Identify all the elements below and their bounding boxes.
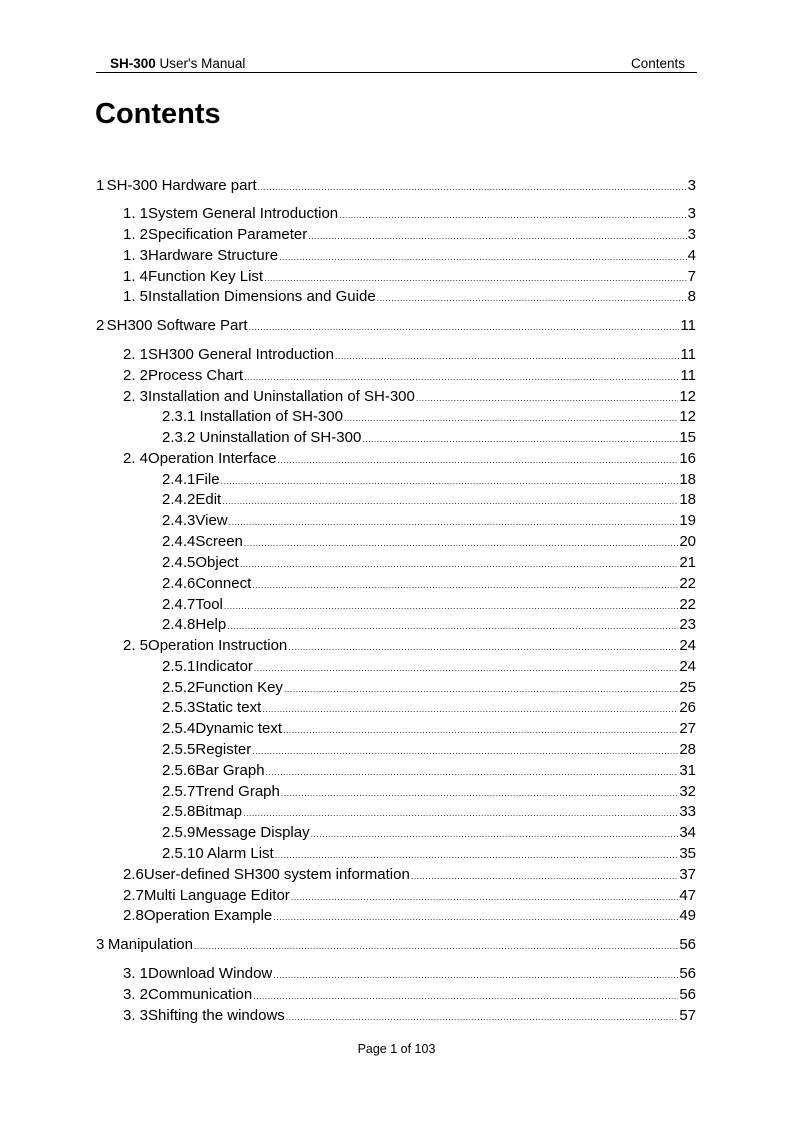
toc-entry-number: 2.7 xyxy=(123,887,144,904)
toc-entry-number: 2. 1 xyxy=(123,346,149,363)
toc-entry-title: Installation Dimensions and Guide xyxy=(148,288,376,305)
toc-leader-dots xyxy=(253,986,678,1006)
toc-leader-dots xyxy=(416,388,678,408)
toc-entry[interactable] xyxy=(123,267,696,287)
toc-entry[interactable] xyxy=(162,428,696,448)
toc-entry-page: 12 xyxy=(679,388,696,405)
toc-entry[interactable] xyxy=(162,615,696,635)
toc-entry[interactable] xyxy=(162,761,696,781)
toc-leader-dots xyxy=(335,346,679,366)
toc-entry-title: Trend Graph xyxy=(195,783,280,800)
toc-entry-title: Bar Graph xyxy=(195,762,265,779)
toc-entry[interactable] xyxy=(162,532,696,552)
toc-entry-page: 49 xyxy=(679,907,696,924)
toc-entry-title: Static text xyxy=(195,699,262,716)
toc-leader-dots xyxy=(339,205,687,225)
header-section: Contents xyxy=(630,56,685,71)
toc-entry[interactable] xyxy=(162,782,696,802)
toc-entry[interactable] xyxy=(123,636,696,656)
toc-entry[interactable] xyxy=(162,719,696,739)
toc-leader-dots xyxy=(252,575,678,595)
toc-entry-title: Operation Example xyxy=(143,907,273,924)
toc-entry[interactable] xyxy=(123,387,696,407)
toc-entry-title: System General Introduction xyxy=(148,205,339,222)
toc-entry[interactable] xyxy=(162,490,696,510)
toc-leader-dots xyxy=(275,845,679,865)
toc-entry-title: Function Key xyxy=(195,679,283,696)
toc-entry[interactable] xyxy=(123,865,696,885)
toc-entry-title: User-defined SH300 system information xyxy=(143,866,410,883)
page-header xyxy=(96,54,697,73)
toc-entry-page: 56 xyxy=(679,986,696,1003)
toc-entry-number: 3. 3 xyxy=(123,1007,149,1024)
toc-entry-number: 2.5.4 xyxy=(162,720,196,737)
toc-entry[interactable] xyxy=(123,985,696,1005)
toc-entry-number: 3 xyxy=(96,936,105,953)
toc-entry-title: Connect xyxy=(195,575,252,592)
toc-entry-title: Multi Language Editor xyxy=(143,887,290,904)
toc-leader-dots xyxy=(222,491,678,511)
toc-entry-title: Message Display xyxy=(195,824,310,841)
toc-entry-number: 2.8 xyxy=(123,907,144,924)
toc-entry-title: 2.3.2 Uninstallation of SH-300 xyxy=(162,429,362,446)
toc-entry-page: 47 xyxy=(679,887,696,904)
toc-entry[interactable] xyxy=(96,935,696,955)
toc-entry-number: 1. 3 xyxy=(123,247,149,264)
toc-entry[interactable] xyxy=(162,470,696,490)
toc-entry-number: 2.5.3 xyxy=(162,699,196,716)
toc-entry-number: 2. 3 xyxy=(123,388,149,405)
toc-entry[interactable] xyxy=(162,657,696,677)
toc-entry-number: 2. 2 xyxy=(123,367,149,384)
toc-entry-title: Specification Parameter xyxy=(148,226,308,243)
toc-entry-number: 2. 5 xyxy=(123,637,149,654)
toc-entry-number: 2.4.8 xyxy=(162,616,196,633)
toc-entry-page: 11 xyxy=(680,367,696,384)
header-manual-title xyxy=(110,56,245,71)
toc-entry-number: 2.5.6 xyxy=(162,762,196,779)
toc-entry-page: 34 xyxy=(679,824,696,841)
toc-leader-dots xyxy=(194,936,678,956)
toc-entry-page: 3 xyxy=(687,177,696,194)
toc-entry[interactable] xyxy=(123,246,696,266)
toc-entry-number: 2.5.5 xyxy=(162,741,196,758)
toc-leader-dots xyxy=(284,679,678,699)
toc-entry-title: Operation Instruction xyxy=(148,637,288,654)
toc-entry[interactable] xyxy=(123,345,696,365)
toc-entry-page: 24 xyxy=(679,637,696,654)
toc-entry-page: 31 xyxy=(679,762,696,779)
toc-entry[interactable] xyxy=(96,316,696,336)
toc-entry-title: SH300 General Introduction xyxy=(148,346,334,363)
toc-leader-dots xyxy=(252,741,678,761)
toc-entry-title: SH300 Software Part xyxy=(106,317,248,334)
toc-entry-number: 1. 1 xyxy=(123,205,149,222)
toc-entry[interactable] xyxy=(162,595,696,615)
toc-entry-number: 1. 5 xyxy=(123,288,149,305)
toc-entry-title: Communication xyxy=(148,986,253,1003)
toc-entry-page: 28 xyxy=(679,741,696,758)
toc-entry-page: 32 xyxy=(679,783,696,800)
toc-leader-dots xyxy=(273,965,678,985)
toc-entry-number: 1. 4 xyxy=(123,268,149,285)
toc-entry-title: Register xyxy=(195,741,252,758)
toc-leader-dots xyxy=(273,907,678,927)
toc-leader-dots xyxy=(283,720,678,740)
toc-entry-title: Edit xyxy=(195,491,222,508)
toc-entry-page: 3 xyxy=(687,226,696,243)
toc-entry-page: 18 xyxy=(679,471,696,488)
toc-entry-page: 11 xyxy=(680,346,696,363)
toc-entry-number: 2.4.1 xyxy=(162,471,196,488)
toc-entry-title: Indicator xyxy=(195,658,253,675)
toc-leader-dots xyxy=(277,450,678,470)
toc-entry-title: Help xyxy=(195,616,227,633)
toc-entry-title: Installation and Uninstallation of SH-300 xyxy=(148,388,415,405)
toc-entry-page: 8 xyxy=(687,288,696,305)
toc-entry-page: 3 xyxy=(687,205,696,222)
toc-entry-page: 7 xyxy=(687,268,696,285)
toc-leader-dots xyxy=(377,288,687,308)
toc-entry-number: 2 xyxy=(96,317,105,334)
toc-entry-page: 19 xyxy=(679,512,696,529)
toc-entry-page: 15 xyxy=(679,429,696,446)
toc-leader-dots xyxy=(311,824,679,844)
toc-entry-number: 3. 1 xyxy=(123,965,149,982)
toc-leader-dots xyxy=(221,471,679,491)
toc-leader-dots xyxy=(243,803,678,823)
toc-entry-page: 23 xyxy=(679,616,696,633)
toc-entry[interactable] xyxy=(123,449,696,469)
toc-entry-page: 26 xyxy=(679,699,696,716)
toc-entry-title: Shifting the windows xyxy=(148,1007,285,1024)
toc-entry[interactable] xyxy=(162,802,696,822)
toc-entry-page: 18 xyxy=(679,491,696,508)
toc-entry-page: 20 xyxy=(679,533,696,550)
toc-entry-page: 37 xyxy=(679,866,696,883)
toc-entry-number: 2.4.4 xyxy=(162,533,196,550)
toc-leader-dots xyxy=(227,616,678,636)
toc-entry-number: 2.4.2 xyxy=(162,491,196,508)
toc-entry-number: 2.4.6 xyxy=(162,575,196,592)
toc-entry[interactable] xyxy=(162,823,696,843)
toc-entry-page: 25 xyxy=(679,679,696,696)
toc-entry-title: Operation Interface xyxy=(148,450,277,467)
header-manual: User's Manual xyxy=(155,56,246,71)
toc-entry[interactable] xyxy=(123,366,696,386)
toc-leader-dots xyxy=(224,596,678,616)
toc-entry-number: 2.5.1 xyxy=(162,658,196,675)
toc-entry[interactable] xyxy=(162,740,696,760)
toc-entry[interactable] xyxy=(123,1006,696,1026)
toc-entry-page: 16 xyxy=(679,450,696,467)
toc-leader-dots xyxy=(288,637,678,657)
toc-leader-dots xyxy=(344,408,678,428)
toc-entry-page: 57 xyxy=(679,1007,696,1024)
toc-entry[interactable] xyxy=(123,204,696,224)
toc-leader-dots xyxy=(258,177,687,197)
toc-entry-title: Tool xyxy=(195,596,223,613)
toc-entry-number: 2.4.5 xyxy=(162,554,196,571)
toc-entry-number: 1 xyxy=(96,177,105,194)
toc-entry[interactable] xyxy=(123,287,696,307)
toc-entry-title: Manipulation xyxy=(107,936,193,953)
toc-entry[interactable] xyxy=(162,844,696,864)
toc-entry-title: Bitmap xyxy=(195,803,243,820)
toc-entry[interactable] xyxy=(123,906,696,926)
page-footer: Page 1 of 103 xyxy=(357,1042,436,1056)
toc-entry[interactable] xyxy=(162,678,696,698)
toc-leader-dots xyxy=(244,367,679,387)
toc-entry-page: 21 xyxy=(679,554,696,571)
toc-entry-number: 2.4.3 xyxy=(162,512,196,529)
toc-entry-number: 2. 4 xyxy=(123,450,149,467)
toc-entry-number: 2.5.9 xyxy=(162,824,196,841)
toc-entry-title: Screen xyxy=(195,533,243,550)
toc-entry-title: Dynamic text xyxy=(195,720,283,737)
toc-entry-page: 11 xyxy=(680,317,696,334)
toc-entry[interactable] xyxy=(162,698,696,718)
toc-entry-number: 2.5.8 xyxy=(162,803,196,820)
toc-entry-page: 22 xyxy=(679,596,696,613)
toc-entry-title: Object xyxy=(195,554,239,571)
toc-entry[interactable] xyxy=(123,886,696,906)
toc-leader-dots xyxy=(266,762,679,782)
toc-leader-dots xyxy=(264,268,687,288)
toc-entry-page: 22 xyxy=(679,575,696,592)
toc-leader-dots xyxy=(279,247,687,267)
toc-leader-dots xyxy=(244,533,678,553)
toc-leader-dots xyxy=(291,887,679,907)
toc-leader-dots xyxy=(254,658,678,678)
toc-entry-page: 35 xyxy=(679,845,696,862)
toc-entry[interactable] xyxy=(96,176,696,196)
toc-entry-page: 33 xyxy=(679,803,696,820)
toc-leader-dots xyxy=(240,554,679,574)
toc-leader-dots xyxy=(262,699,678,719)
toc-entry-number: 2.6 xyxy=(123,866,144,883)
toc-entry-number: 3. 2 xyxy=(123,986,149,1003)
toc-entry-page: 12 xyxy=(679,408,696,425)
toc-entry-number: 2.5.7 xyxy=(162,783,196,800)
toc-entry-number: 1. 2 xyxy=(123,226,149,243)
toc-entry-title: SH-300 Hardware part xyxy=(106,177,257,194)
toc-leader-dots xyxy=(286,1007,679,1027)
toc-entry-title: 2.5.10 Alarm List xyxy=(162,845,274,862)
toc-entry[interactable] xyxy=(123,964,696,984)
toc-entry-title: Function Key List xyxy=(148,268,264,285)
toc-leader-dots xyxy=(281,783,678,803)
toc-leader-dots xyxy=(249,317,680,337)
toc-entry-page: 27 xyxy=(679,720,696,737)
toc-leader-dots xyxy=(308,226,686,246)
toc-entry-number: 2.4.7 xyxy=(162,596,196,613)
toc-leader-dots xyxy=(411,866,679,886)
toc-entry[interactable] xyxy=(162,553,696,573)
toc-entry-title: Process Chart xyxy=(148,367,244,384)
toc-entry-page: 56 xyxy=(679,936,696,953)
toc-entry-title: Hardware Structure xyxy=(148,247,279,264)
toc-entry-page: 24 xyxy=(679,658,696,675)
toc-entry-title: 2.3.1 Installation of SH-300 xyxy=(162,408,343,425)
page-title: Contents xyxy=(95,98,221,130)
toc-entry-page: 4 xyxy=(687,247,696,264)
toc-entry-number: 2.5.2 xyxy=(162,679,196,696)
toc-entry[interactable] xyxy=(162,407,696,427)
toc-entry-page: 56 xyxy=(679,965,696,982)
header-product: SH-300 xyxy=(110,56,156,71)
toc-leader-dots xyxy=(229,512,679,532)
toc-entry-title: View xyxy=(195,512,228,529)
toc-leader-dots xyxy=(362,429,678,449)
toc-entry[interactable] xyxy=(162,511,696,531)
toc-entry[interactable] xyxy=(162,574,696,594)
toc-entry[interactable] xyxy=(123,225,696,245)
toc-entry-title: File xyxy=(195,471,220,488)
toc-entry-title: Download Window xyxy=(148,965,273,982)
